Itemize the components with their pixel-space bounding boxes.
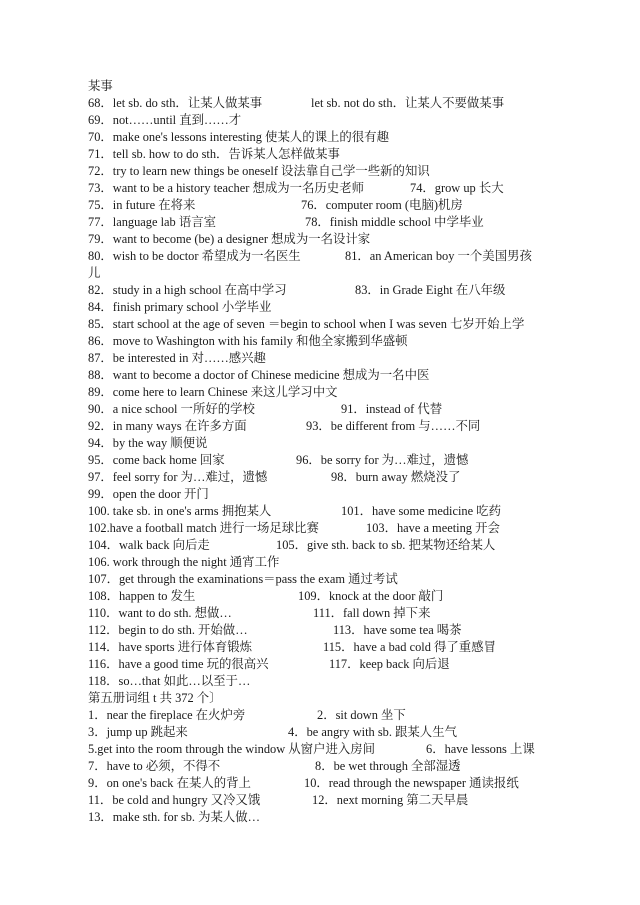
phrase-entry: 84．finish primary school 小学毕业 [88, 300, 272, 314]
phrase-entry: 68．let sb. do sth．让某人做某事 [88, 96, 263, 110]
phrase-entry: 102.have a football match 进行一场足球比赛 [88, 521, 319, 535]
phrase-entry: 72．try to learn new things be oneself 设法靠自己学一些新的知识 [88, 164, 430, 178]
phrase-entry: 10．read through the newspaper 通读报纸 [304, 776, 519, 790]
phrase-entry: 74．grow up 长大 [410, 181, 504, 195]
phrase-entry: 117．keep back 向后退 [329, 657, 450, 671]
phrase-entry: 1．near the fireplace 在火炉旁 [88, 708, 246, 722]
phrase-entry: 5.get into the room through the window 从窗户进入房间 [88, 742, 376, 756]
phrase-entry: 105．give sth. back to sb. 把某物还给某人 [276, 538, 496, 552]
phrase-entry: 97．feel sorry for 为…难过，遗憾 [88, 470, 268, 484]
phrase-entry: 4．be angry with sb. 跟某人生气 [288, 725, 457, 739]
phrase-entry: 90．a nice school 一所好的学校 [88, 402, 255, 416]
phrase-entry: 109．knock at the door 敲门 [298, 589, 444, 603]
phrase-entry: 101．have some medicine 吃药 [341, 504, 502, 518]
phrase-entry: 99．open the door 开门 [88, 487, 209, 501]
phrase-entry: 111．fall down 掉下来 [313, 606, 431, 620]
phrase-entry: 85．start school at the age of seven ＝begin to school when I was seven 七岁开始上学 [88, 317, 525, 331]
phrase-entry: 106. work through the night 通宵工作 [88, 555, 280, 569]
phrase-entry: 92．in many ways 在许多方面 [88, 419, 247, 433]
phrase-entry: 115．have a bad cold 得了重感冒 [323, 640, 496, 654]
phrase-entry: 80．wish to be doctor 希望成为一名医生 [88, 249, 301, 263]
phrase-entry: 12．next morning 第二天早晨 [312, 793, 469, 807]
phrase-entry: 儿 [88, 266, 101, 280]
phrase-entry: 100. take sb. in one's arms 拥抱某人 [88, 504, 272, 518]
phrase-entry: 79．want to become (be) a designer 想成为一名设计家 [88, 232, 371, 246]
phrase-entry: 76．computer room (电脑)机房 [301, 198, 463, 212]
phrase-entry: 89．come here to learn Chinese 来这儿学习中文 [88, 385, 338, 399]
phrase-entry: 88．want to become a doctor of Chinese medicine 想成为一名中医 [88, 368, 430, 382]
phrase-entry: 70．make one's lessons interesting 使某人的课上的很有趣 [88, 130, 389, 144]
phrase-entry: 7．have to 必须，不得不 [88, 759, 221, 773]
phrase-entry: 8．be wet through 全部湿透 [315, 759, 461, 773]
phrase-entry: 第五册词组 t 共 372 个〕 [88, 691, 222, 705]
phrase-entry: 118．so…that 如此…以至于… [88, 674, 251, 688]
phrase-entry: 93．be different from 与……不同 [306, 419, 481, 433]
phrase-entry: 71．tell sb. how to do sth．告诉某人怎样做某事 [88, 147, 340, 161]
phrase-entry: 某事 [88, 79, 113, 93]
phrase-entry: 91．instead of 代替 [341, 402, 443, 416]
phrase-entry: 107．get through the examinations＝pass the exam 通过考试 [88, 572, 398, 586]
phrase-entry: 6．have lessons 上课 [426, 742, 535, 756]
phrase-entry: 83．in Grade Eight 在八年级 [355, 283, 506, 297]
phrase-entry: 69．not……until 直到……才 [88, 113, 242, 127]
phrase-entry: 77．language lab 语言室 [88, 215, 217, 229]
phrase-entry: 2．sit down 坐下 [317, 708, 406, 722]
phrase-entry: 95．come back home 回家 [88, 453, 225, 467]
phrase-entry: 116．have a good time 玩的很高兴 [88, 657, 269, 671]
phrase-entry: 86．move to Washington with his family 和他全家搬到华盛顿 [88, 334, 408, 348]
phrase-entry: 113．have some tea 喝茶 [333, 623, 462, 637]
phrase-entry: 82．study in a high school 在高中学习 [88, 283, 287, 297]
phrase-entry: 110．want to do sth. 想做… [88, 606, 232, 620]
phrase-entry: 96．be sorry for 为…难过，遗憾 [296, 453, 469, 467]
phrase-entry: 3．jump up 跳起来 [88, 725, 188, 739]
phrase-entry: 94．by the way 顺便说 [88, 436, 208, 450]
phrase-entry: 9．on one's back 在某人的背上 [88, 776, 251, 790]
phrase-entry: 78．finish middle school 中学毕业 [305, 215, 484, 229]
phrase-entry: 73．want to be a history teacher 想成为一名历史老师 [88, 181, 364, 195]
phrase-entry: 103．have a meeting 开会 [366, 521, 500, 535]
phrase-entry: 11．be cold and hungry 又冷又饿 [88, 793, 261, 807]
phrase-entry: let sb. not do sth．让某人不要做某事 [311, 96, 505, 110]
phrase-entry: 104．walk back 向后走 [88, 538, 210, 552]
phrase-entry: 112．begin to do sth. 开始做… [88, 623, 248, 637]
phrase-entry: 114．have sports 进行体育锻炼 [88, 640, 253, 654]
phrase-entry: 13．make sth. for sb. 为某人做… [88, 810, 261, 824]
phrase-entry: 87．be interested in 对……感兴趣 [88, 351, 266, 365]
phrase-entry: 81．an American boy 一个美国男孩 [345, 249, 532, 263]
phrase-entry: 98．burn away 燃烧没了 [331, 470, 461, 484]
phrase-entry: 75．in future 在将来 [88, 198, 196, 212]
phrase-entry: 108．happen to 发生 [88, 589, 196, 603]
